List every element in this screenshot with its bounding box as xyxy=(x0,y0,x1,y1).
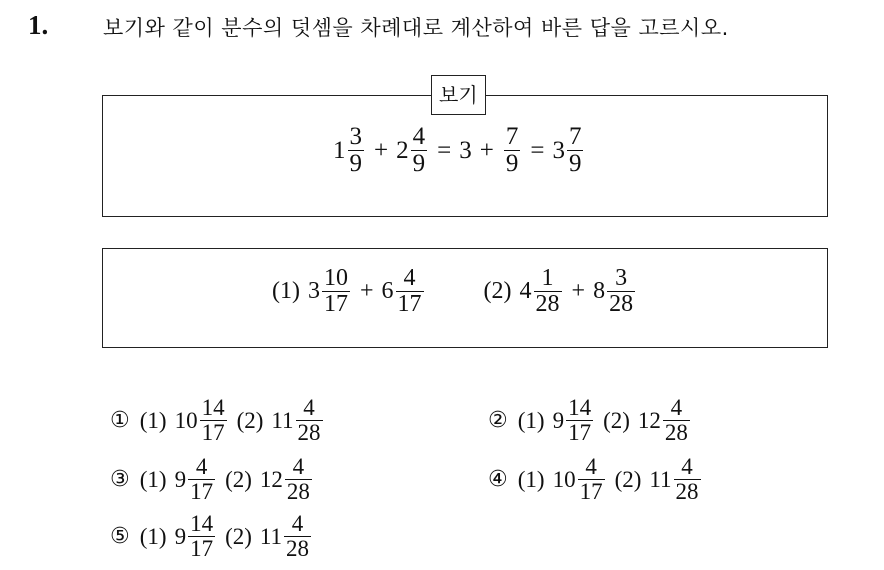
denominator: 28 xyxy=(286,536,310,562)
denominator: 17 xyxy=(579,479,603,505)
choice-sub-label: (1) xyxy=(517,407,545,433)
plus-sign: + xyxy=(571,278,586,305)
example-term-1 xyxy=(333,124,366,178)
whole-number: 6 xyxy=(381,278,394,305)
fraction xyxy=(296,396,323,445)
numerator: 7 xyxy=(568,123,582,150)
choice-mark: ④ xyxy=(488,467,508,493)
choice-sub-label: (2) xyxy=(614,466,642,492)
denominator: 28 xyxy=(664,420,688,446)
choice-mark: ① xyxy=(110,408,130,434)
fraction xyxy=(578,455,605,504)
plus-sign: + xyxy=(374,136,389,164)
numerator: 4 xyxy=(292,454,305,479)
whole-number: 1 xyxy=(333,136,346,164)
denominator: 28 xyxy=(609,291,634,318)
numerator: 7 xyxy=(505,123,519,150)
numerator: 10 xyxy=(323,265,348,291)
choice-1[interactable] xyxy=(110,396,325,445)
fraction xyxy=(674,455,701,504)
denominator: 17 xyxy=(397,291,422,318)
fraction xyxy=(534,266,562,317)
equals-sign: = xyxy=(530,136,545,164)
choice-sub-label: (2) xyxy=(225,523,252,549)
fraction xyxy=(284,512,311,561)
numerator: 4 xyxy=(195,454,208,479)
numerator: 14 xyxy=(568,395,592,420)
plus-sign: + xyxy=(359,278,374,305)
whole-number: 4 xyxy=(519,278,532,305)
denominator: 28 xyxy=(297,420,321,446)
whole-number: 3 xyxy=(307,278,320,305)
whole-number: 2 xyxy=(396,136,409,164)
denominator: 9 xyxy=(505,150,519,178)
whole-number: 12 xyxy=(637,407,661,433)
problems-line xyxy=(272,266,637,317)
whole-number: 10 xyxy=(174,407,198,433)
choice-mark: ② xyxy=(488,408,508,434)
numerator: 4 xyxy=(303,395,315,420)
denominator: 9 xyxy=(568,150,582,178)
whole-number: 9 xyxy=(174,466,187,492)
denominator: 9 xyxy=(349,150,362,178)
choice-sub-label: (1) xyxy=(139,523,167,549)
denominator: 28 xyxy=(286,479,310,505)
numerator: 1 xyxy=(541,265,554,291)
numerator: 3 xyxy=(349,123,362,150)
numerator: 4 xyxy=(291,511,304,536)
fraction xyxy=(607,266,635,317)
denominator: 28 xyxy=(535,291,560,318)
example-term-whole: 3 xyxy=(459,136,472,164)
choice-sub-label: (1) xyxy=(517,466,545,492)
numerator: 4 xyxy=(412,123,426,150)
example-term-2 xyxy=(396,124,429,178)
fraction xyxy=(411,124,428,178)
example-equation xyxy=(333,124,585,178)
whole-number: 3 xyxy=(552,136,565,164)
whole-number: 11 xyxy=(259,523,283,549)
fraction xyxy=(285,455,312,504)
question-number: 1. xyxy=(28,10,49,40)
denominator: 17 xyxy=(201,420,225,446)
problem-2-term-a xyxy=(520,266,564,317)
choice-2[interactable] xyxy=(488,396,692,445)
numerator: 4 xyxy=(585,454,597,479)
choice-sub-label: (2) xyxy=(225,466,252,492)
fraction xyxy=(188,455,215,504)
problem-1-term-b xyxy=(382,266,426,317)
equals-sign: = xyxy=(437,136,452,164)
choice-sub-label: (1) xyxy=(139,466,167,492)
whole-number: 12 xyxy=(259,466,283,492)
numerator: 4 xyxy=(670,395,683,420)
question-text: 보기와 같이 분수의 덧셈을 차례대로 계산하여 바른 답을 고르시오. xyxy=(103,16,729,40)
problem-1-term-a xyxy=(308,266,352,317)
choice-sub-label: (2) xyxy=(603,407,630,433)
choice-mark: ③ xyxy=(110,467,130,493)
denominator: 17 xyxy=(190,536,214,562)
whole-number: 9 xyxy=(552,407,565,433)
choice-3[interactable] xyxy=(110,455,314,504)
whole-number: 8 xyxy=(593,278,606,305)
problem-2-term-b xyxy=(593,266,637,317)
plus-sign: + xyxy=(479,136,494,164)
denominator: 17 xyxy=(323,291,348,318)
denominator: 17 xyxy=(190,479,214,505)
fraction xyxy=(188,512,215,561)
example-term-fraction xyxy=(504,124,521,178)
numerator: 14 xyxy=(201,395,225,420)
denominator: 28 xyxy=(675,479,699,505)
fraction xyxy=(567,124,584,178)
fraction xyxy=(663,396,690,445)
whole-number: 11 xyxy=(271,407,294,433)
example-result xyxy=(552,124,585,178)
choice-5[interactable] xyxy=(110,512,313,561)
choice-sub-label: (2) xyxy=(236,407,264,433)
fraction xyxy=(348,124,365,178)
fraction xyxy=(322,266,350,317)
whole-number: 10 xyxy=(552,466,576,492)
problem-label: (2) xyxy=(483,278,512,305)
fraction xyxy=(566,396,593,445)
example-label: 보기 xyxy=(431,75,486,115)
problem-label: (1) xyxy=(272,278,300,305)
choice-4[interactable] xyxy=(488,455,703,504)
whole-number: 11 xyxy=(649,466,672,492)
numerator: 4 xyxy=(403,265,416,291)
numerator: 4 xyxy=(681,454,693,479)
fraction xyxy=(396,266,424,317)
numerator: 3 xyxy=(615,265,628,291)
denominator: 9 xyxy=(412,150,426,178)
choice-sub-label: (1) xyxy=(139,407,167,433)
denominator: 17 xyxy=(568,420,592,446)
numerator: 14 xyxy=(190,511,214,536)
whole-number: 9 xyxy=(174,523,187,549)
choice-mark: ⑤ xyxy=(110,524,130,550)
fraction xyxy=(200,396,227,445)
